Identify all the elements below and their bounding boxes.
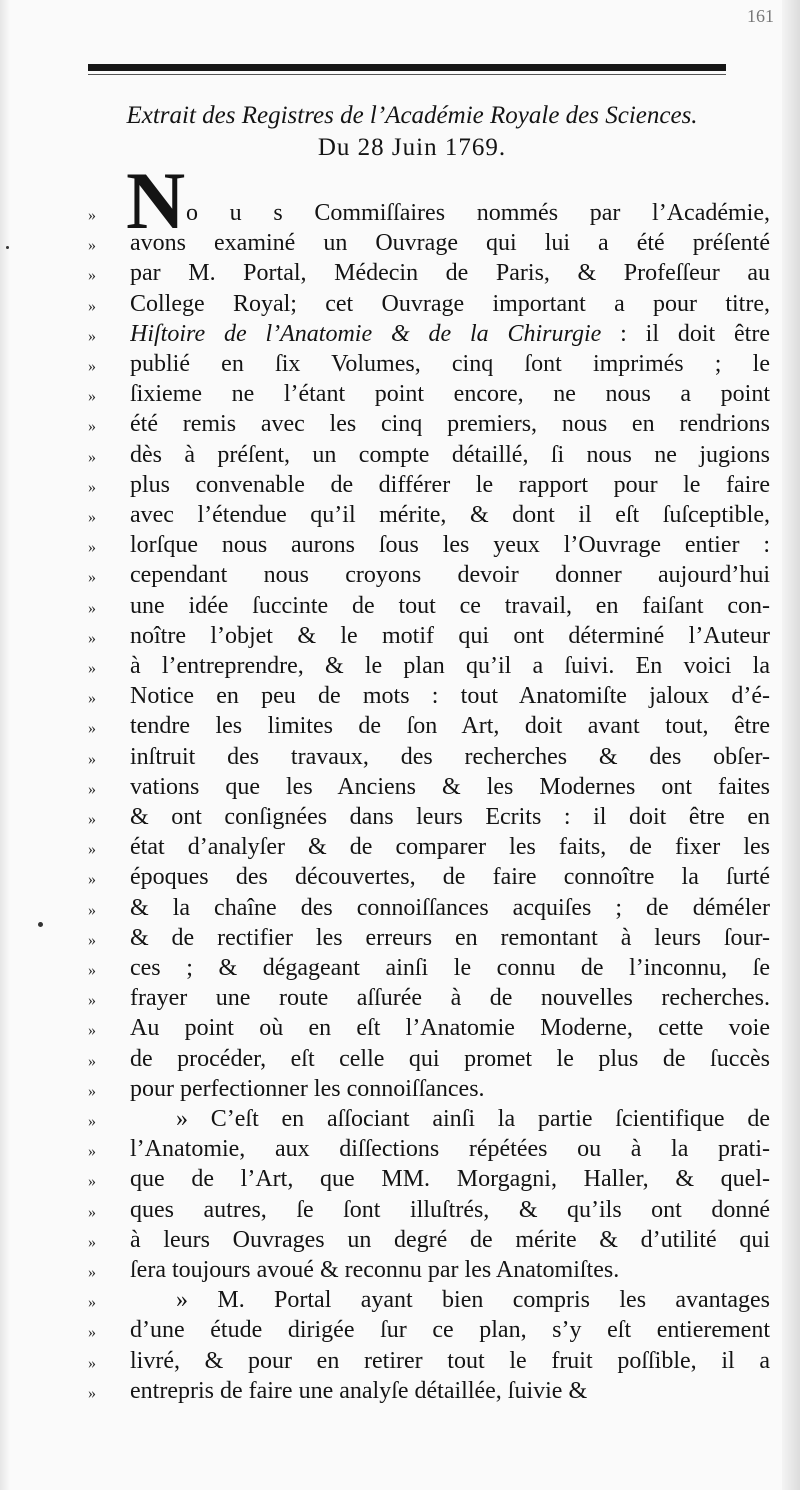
quote-mark: » xyxy=(88,750,95,768)
quote-mark: » xyxy=(88,841,95,859)
text-line: que de l’Art, que MM. Morgagni, Haller, & quel- xyxy=(130,1166,770,1193)
text-line: une idée ſuccinte de tout ce travail, en faiſant con- xyxy=(130,592,770,619)
text-line: inſtruit des travaux, des recherches & des obſer- xyxy=(130,743,770,770)
text-line: & la chaîne des connoiſſances acquiſes ; de déméler xyxy=(130,894,770,921)
quote-mark: » xyxy=(88,1052,95,1070)
text-line: ſera toujours avoué & reconnu par les Anatomiſtes. xyxy=(130,1257,620,1283)
text-line: l’Anatomie, aux diſſections répétées ou à la prati- xyxy=(130,1136,770,1163)
quote-mark: » xyxy=(88,599,95,617)
text-line: Notice en peu de mots : tout Anatomiſte jaloux d’é- xyxy=(130,683,770,710)
text-line: & ont conſignées dans leurs Ecrits : il doit être en xyxy=(130,804,770,830)
quote-mark: » xyxy=(88,811,95,828)
text-line: livré, & pour en retirer tout le fruit poſſible, il a xyxy=(130,1347,770,1374)
quote-mark: » xyxy=(88,448,95,466)
text-line: d’une étude dirigée ſur ce plan, s’y eſt entierement xyxy=(130,1317,770,1344)
quote-mark: » xyxy=(88,569,95,587)
drop-capital: N xyxy=(126,155,186,246)
text-line: pour perfectionner les connoiſſances. xyxy=(130,1075,485,1102)
quote-mark: » xyxy=(88,1233,95,1251)
page-right-edge xyxy=(782,0,800,1490)
quote-mark: » xyxy=(88,1203,95,1221)
text-line: à leurs Ouvrages un degré de mérite & d’utilité qui xyxy=(130,1226,770,1253)
quote-mark: » xyxy=(88,1082,95,1100)
quote-mark: » xyxy=(88,1384,95,1402)
text-line: ſixieme ne l’étant point encore, ne nous a point xyxy=(130,381,770,408)
quote-mark: » xyxy=(88,1022,95,1040)
quote-mark: » xyxy=(88,720,95,738)
book-title: Hiſtoire de l’Anatomie & de la Chirurgie xyxy=(130,320,602,347)
section-title: Extrait des Registres de l’Académie Royale des Sciences. xyxy=(126,102,698,129)
text-line: » C’eſt en aſſociant ainſi la partie ſcientifique de xyxy=(176,1106,770,1132)
text-line: état d’analyſer & de comparer les faits, de fixer les xyxy=(130,834,770,861)
quote-mark: » xyxy=(88,388,95,406)
section-date: Du 28 Juin 1769. xyxy=(317,134,507,161)
paper-speck xyxy=(6,246,9,249)
page-number-fragment: 161 xyxy=(747,6,774,26)
quote-mark: » xyxy=(88,901,95,919)
header-rule xyxy=(88,64,726,71)
quote-mark: » xyxy=(88,962,95,979)
text-line: o u s Commiſſaires nommés par l’Académie, xyxy=(186,200,770,226)
quote-mark: » xyxy=(88,629,95,647)
quote-mark: » xyxy=(88,1113,95,1130)
quote-mark: » xyxy=(88,1294,95,1312)
header-rule-thin xyxy=(88,74,726,75)
quote-mark: » xyxy=(88,780,95,798)
text-line: vations que les Anciens & les Modernes ont faites xyxy=(130,773,770,800)
quote-mark: » xyxy=(88,297,95,315)
text-line: Hiſtoire de l’Anatomie & de la Chirurgie : il doit être xyxy=(130,320,770,347)
text-line: de procéder, eſt celle qui promet le plus de ſuccès xyxy=(130,1045,770,1072)
text-line: avec l’étendue qu’il mérite, & dont il eſt ſuſceptible, xyxy=(130,502,770,528)
quote-mark: » xyxy=(88,992,95,1010)
quote-mark: » xyxy=(88,1173,95,1191)
quote-mark: » xyxy=(88,237,95,255)
quote-mark: » xyxy=(88,327,95,345)
text-line: frayer une route aſſurée à de nouvelles recherches. xyxy=(130,985,770,1012)
paper-speck xyxy=(38,922,43,927)
text-line: lorſque nous aurons ſous les yeux l’Ouvrage entier : xyxy=(130,532,770,559)
text-line: noître l’objet & le motif qui ont déterminé l’Auteur xyxy=(130,622,770,649)
text-line: été remis avec les cinq premiers, nous en rendrions xyxy=(130,411,770,438)
quote-mark: » xyxy=(88,660,95,677)
quote-mark: » xyxy=(88,1143,95,1161)
quote-mark: » xyxy=(88,478,95,496)
quote-mark: » xyxy=(88,931,95,949)
text-line: College Royal; cet Ouvrage important a pour titre, xyxy=(130,290,770,317)
text-line: ces ; & dégageant ainſi le connu de l’inconnu, ſe xyxy=(130,955,770,981)
text-line: entrepris de faire une analyſe détaillée, ſuivie & xyxy=(130,1377,588,1404)
text-line: publié en ſix Volumes, cinq ſont imprimés ; le xyxy=(130,351,770,377)
text-line: époques des découvertes, de faire connoître la ſurté xyxy=(130,864,770,891)
text-line: plus convenable de différer le rapport pour le faire xyxy=(130,471,770,498)
quote-mark: » xyxy=(88,1324,95,1342)
text-line: Au point où en eſt l’Anatomie Moderne, cette voie xyxy=(130,1015,770,1042)
text-line: » M. Portal ayant bien compris les avantages xyxy=(176,1287,770,1314)
quote-mark: » xyxy=(88,267,95,285)
quote-mark: » xyxy=(88,207,95,224)
quote-mark: » xyxy=(88,418,95,436)
quote-mark: » xyxy=(88,1264,95,1281)
quote-mark: » xyxy=(88,539,95,557)
page-left-edge xyxy=(0,0,10,1490)
quote-mark: » xyxy=(88,871,95,889)
text-line: dès à préſent, un compte détaillé, ſi nous ne jugions xyxy=(130,441,770,468)
text-line: avons examiné un Ouvrage qui lui a été préſenté xyxy=(130,230,770,257)
quote-mark: » xyxy=(88,509,95,526)
text-line: à l’entreprendre, & le plan qu’il a ſuivi. En voici la xyxy=(130,653,770,679)
quote-mark: » xyxy=(88,1354,95,1372)
quote-mark: » xyxy=(88,358,95,375)
text-line: tendre les limites de ſon Art, doit avant tout, être xyxy=(130,713,770,740)
text-line: cependant nous croyons devoir donner aujourd’hui xyxy=(130,562,770,589)
text-line: ques autres, ſe ſont illuſtrés, & qu’ils ont donné xyxy=(130,1196,770,1223)
text-line: & de rectifier les erreurs en remontant à leurs ſour- xyxy=(130,924,770,951)
text-line: par M. Portal, Médecin de Paris, & Profeſſeur au xyxy=(130,260,770,287)
quote-mark: » xyxy=(88,690,95,708)
